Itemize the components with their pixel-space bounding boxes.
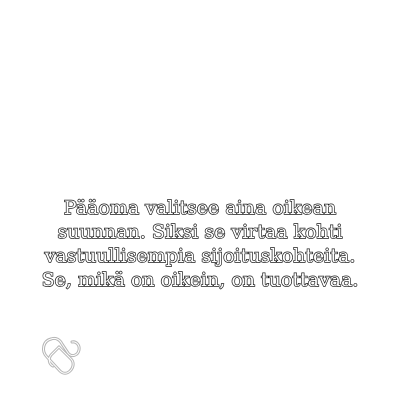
caption-line: Pääoma valitsee aina oikean <box>63 197 337 219</box>
knot-logo-icon <box>38 333 84 377</box>
caption-line: suunnan. Siksi se virtaa kohti <box>57 221 343 243</box>
caption-line: Se, mikä on oikein, on tuottavaa. <box>41 269 359 291</box>
caption-line: vastuullisempia sijoituskohteita. <box>44 245 356 267</box>
caption-text <box>0 196 400 292</box>
